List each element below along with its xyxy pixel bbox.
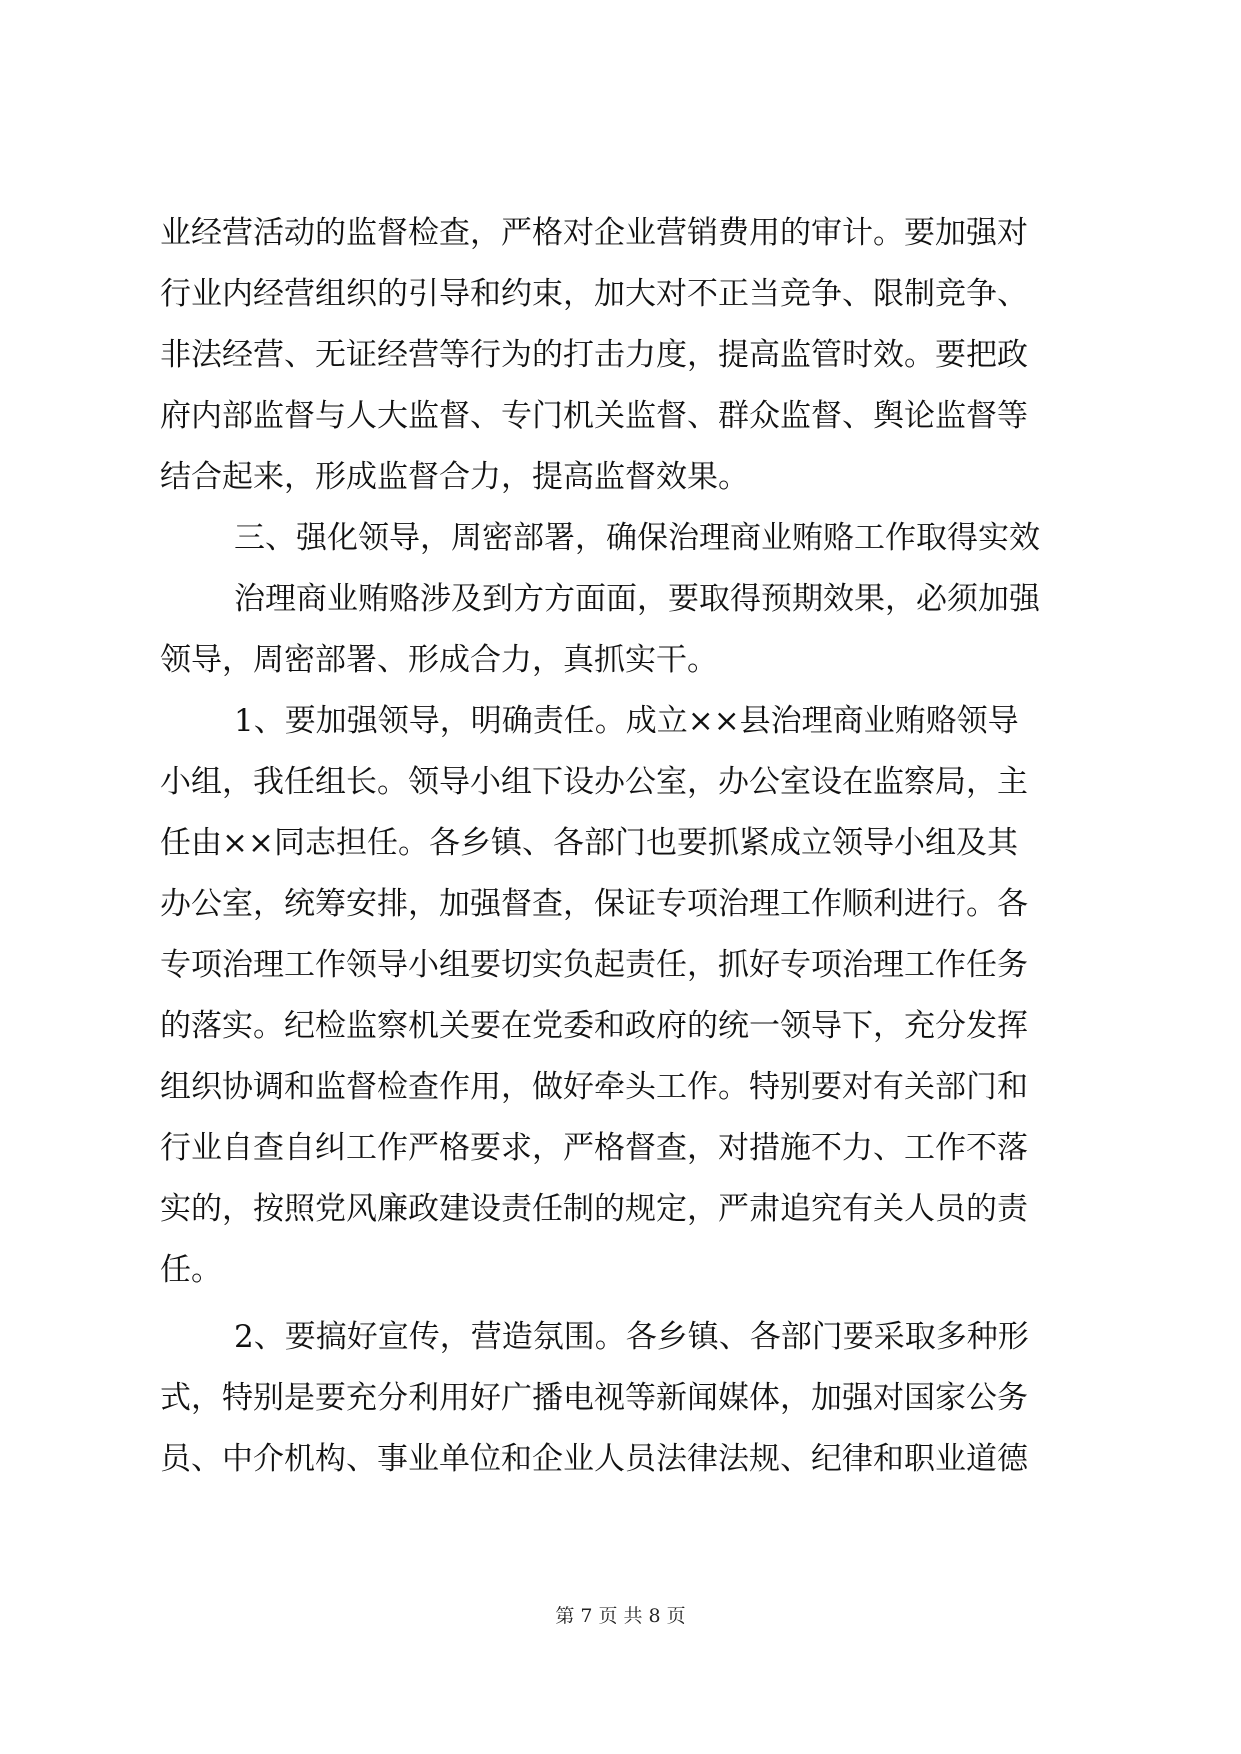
page-number-footer: 第 7 页 共 8 页 [555, 1605, 686, 1627]
text-line: 业经营活动的监督检查，严格对企业营销费用的审计。要加强对 [160, 215, 1028, 251]
document-body [160, 203, 1095, 1490]
text-line: 行业内经营组织的引导和约束，加大对不正当竞争、限制竞争、 [160, 276, 1028, 312]
text-line: 非法经营、无证经营等行为的打击力度，提高监管时效。要把政 [160, 337, 1028, 373]
text-line: 式，特别是要充分利用好广播电视等新闻媒体，加强对国家公务 [160, 1380, 1028, 1416]
text-line: 任。 [160, 1252, 222, 1288]
text-line: 结合起来，形成监督合力，提高监督效果。 [160, 459, 749, 495]
text-line: 专项治理工作领导小组要切实负起责任，抓好专项治理工作任务 [160, 947, 1028, 983]
text-line: 小组，我任组长。领导小组下设办公室，办公室设在监察局，主 [160, 764, 1028, 800]
text-line: 1、要加强领导，明确责任。成立××县治理商业贿赂领导 [234, 703, 1019, 739]
text-line: 任由××同志担任。各乡镇、各部门也要抓紧成立领导小组及其 [160, 825, 1018, 861]
text-line: 府内部监督与人大监督、专门机关监督、群众监督、舆论监督等 [160, 398, 1028, 434]
text-line: 组织协调和监督检查作用，做好牵头工作。特别要对有关部门和 [160, 1069, 1028, 1105]
section-heading: 三、强化领导，周密部署，确保治理商业贿赂工作取得实效 [234, 520, 1040, 556]
text-line: 的落实。纪检监察机关要在党委和政府的统一领导下，充分发挥 [160, 1008, 1028, 1044]
text-line: 实的，按照党风廉政建设责任制的规定，严肃追究有关人员的责 [160, 1191, 1028, 1227]
text-line: 员、中介机构、事业单位和企业人员法律法规、纪律和职业道德 [160, 1441, 1028, 1477]
text-line: 2、要搞好宣传，营造氛围。各乡镇、各部门要采取多种形 [234, 1319, 1029, 1355]
text-line: 办公室，统筹安排，加强督查，保证专项治理工作顺利进行。各 [160, 886, 1028, 922]
text-line: 治理商业贿赂涉及到方方面面，要取得预期效果，必须加强 [234, 581, 1040, 617]
text-line: 领导，周密部署、形成合力，真抓实干。 [160, 642, 718, 678]
text-line: 行业自查自纠工作严格要求，严格督查，对措施不力、工作不落 [160, 1130, 1028, 1166]
